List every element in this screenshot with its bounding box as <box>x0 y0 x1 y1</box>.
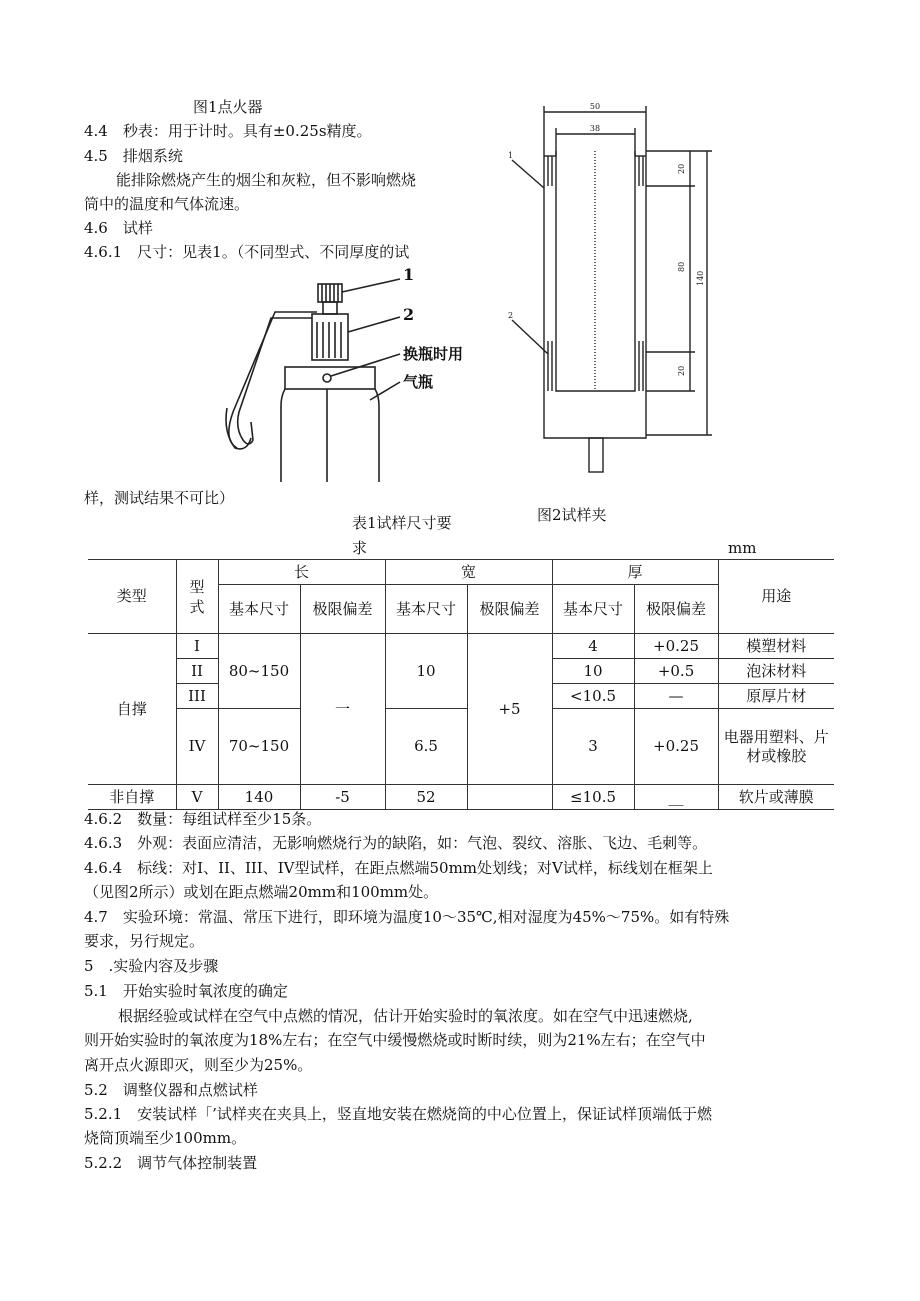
header-length-tol: 极限偏差 <box>300 585 385 634</box>
dim-140: 140 <box>696 270 705 286</box>
header-length: 长 <box>218 560 385 585</box>
header-form: 型式 <box>176 560 218 634</box>
specimen-size-table <box>88 559 834 810</box>
table-unit: mm <box>728 539 757 557</box>
section-4-6-1-continued: 样，测试结果不可比） <box>84 489 235 507</box>
length-tol: -5 <box>300 785 385 810</box>
igniter-label-1: 1 <box>403 265 415 284</box>
dim-50: 50 <box>589 102 601 111</box>
length-tol-i-iv: 一 <box>300 634 385 785</box>
thickness-tol: — <box>634 684 718 709</box>
row-form: III <box>176 684 218 709</box>
specimen-holder-figure <box>500 96 730 478</box>
thickness-basic: ≤10.5 <box>552 785 634 810</box>
section-4-5-body-line1: 能排除燃烧产生的烟尘和灰粒，但不影响燃烧 <box>116 171 417 189</box>
gas-bottle <box>281 389 379 482</box>
holder-stem <box>589 438 603 472</box>
thickness-tol: +0.25 <box>634 634 718 659</box>
section-4-6-3: 4.6.3 外观：表面应清洁，无影响燃烧行为的缺陷，如：气泡、裂纹、溶胀、飞边、毛刺等。 <box>84 834 708 852</box>
header-width-basic: 基本尺寸 <box>385 585 467 634</box>
row-use: 原厚片材 <box>718 684 834 709</box>
igniter-label-swap: 换瓶时用 <box>403 345 464 363</box>
row-form: V <box>176 785 218 810</box>
dim-20-top: 20 <box>677 163 686 174</box>
figure-2-caption: 图2试样夹 <box>537 506 607 524</box>
header-thickness: 厚 <box>552 560 718 585</box>
row-form: I <box>176 634 218 659</box>
section-5-1-line1: 根据经验或试样在空气中点燃的情况，估计开始实验时的氧浓度。如在空气中迅速燃烧, <box>118 1007 693 1025</box>
section-5-2: 5.2 调整仪器和点燃试样 <box>84 1081 258 1099</box>
igniter-label-bottle: 气瓶 <box>403 373 434 391</box>
header-width: 宽 <box>385 560 552 585</box>
igniter-nozzle-pipe <box>238 318 312 444</box>
row-use: 模塑材料 <box>718 634 834 659</box>
section-5-2-2: 5.2.2 调节气体控制装置 <box>84 1154 258 1172</box>
section-5-2-1-line1: 5.2.1 安装试样「’试样夹在夹具上，竖直地安装在燃烧筒的中心位置上，保证试样顶端低于燃 <box>84 1105 712 1123</box>
row-form: IV <box>176 709 218 785</box>
width-tol-i-iv: +5 <box>467 634 552 785</box>
thickness-tol: +0.25 <box>634 709 718 785</box>
header-thickness-tol: 极限偏差 <box>634 585 718 634</box>
thickness-tol: __ <box>634 785 718 810</box>
header-width-tol: 极限偏差 <box>467 585 552 634</box>
dim-38: 38 <box>589 124 601 133</box>
length-basic: 70~150 <box>218 709 300 785</box>
section-4-6-4-line1: 4.6.4 标线：对I、II、III、IV型试样，在距点燃端50mm处划线；对V试样，标线划在框架上 <box>84 859 713 877</box>
row-form: II <box>176 659 218 684</box>
section-4-6-2: 4.6.2 数量：每组试样至少15条。 <box>84 810 322 828</box>
holder-label-1: 1 <box>508 151 514 160</box>
section-4-6-1: 4.6.1 尺寸：见表1。（不同型式、不同厚度的试 <box>84 243 410 261</box>
width-basic: 6.5 <box>385 709 467 785</box>
group-non-self-supporting: 非自撑 <box>88 785 176 810</box>
thickness-tol: +0.5 <box>634 659 718 684</box>
section-4-5: 4.5 排烟系统 <box>84 147 183 165</box>
header-type: 类型 <box>88 560 176 634</box>
thickness-basic: 3 <box>552 709 634 785</box>
group-self-supporting: 自撑 <box>88 634 176 785</box>
row-use: 电器用塑料、片材或橡胶 <box>718 709 834 785</box>
section-5: 5 .实验内容及步骤 <box>84 957 219 975</box>
section-5-1-line2: 则开始实验时的氧浓度为18%左右；在空气中缓慢燃烧或时断时续，则为21%左右；在空气中 <box>84 1031 706 1049</box>
section-5-2-1-line2: 烧筒顶端至少100mm。 <box>84 1129 247 1147</box>
thickness-basic: 4 <box>552 634 634 659</box>
holder-outer-frame <box>544 156 646 438</box>
header-length-basic: 基本尺寸 <box>218 585 300 634</box>
igniter-label-2: 2 <box>403 305 415 324</box>
figure-1-caption: 图1点火器 <box>193 98 263 116</box>
row-use: 软片或薄膜 <box>718 785 834 810</box>
section-4-7-line1: 4.7 实验环境：常温、常压下进行，即环境为温度10～35℃,相对湿度为45%～75%。如有特殊 <box>84 908 730 926</box>
table-title-line2: 求 <box>352 539 368 557</box>
dim-80: 80 <box>677 261 686 272</box>
thickness-basic: 10 <box>552 659 634 684</box>
section-4-6: 4.6 试样 <box>84 219 153 237</box>
row-use: 泡沫材料 <box>718 659 834 684</box>
header-thickness-basic: 基本尺寸 <box>552 585 634 634</box>
width-basic-i-iii: 10 <box>385 634 467 709</box>
section-4-5-body-line2: 筒中的温度和气体流速。 <box>84 195 250 213</box>
section-4-7-line2: 要求，另行规定。 <box>84 932 205 950</box>
width-basic: 52 <box>385 785 467 810</box>
header-use: 用途 <box>718 560 834 634</box>
width-tol <box>467 785 552 810</box>
length-basic-i-iii: 80~150 <box>218 634 300 709</box>
section-5-1: 5.1 开始实验时氧浓度的确定 <box>84 982 288 1000</box>
dim-20-bottom: 20 <box>677 365 686 376</box>
section-5-1-line3: 离开点火源即灭，则至少为25%。 <box>84 1056 313 1074</box>
igniter-figure <box>205 262 495 487</box>
holder-label-2: 2 <box>508 311 514 320</box>
section-4-6-4-line2: （见图2所示）或划在距点燃端20mm和100mm处。 <box>84 883 439 901</box>
valve-block <box>285 367 375 389</box>
table-title-line1: 表1试样尺寸要 <box>352 514 452 532</box>
length-basic: 140 <box>218 785 300 810</box>
section-4-4: 4.4 秒表：用于计时。具有±0.25s精度。 <box>84 122 372 140</box>
thickness-basic: <10.5 <box>552 684 634 709</box>
